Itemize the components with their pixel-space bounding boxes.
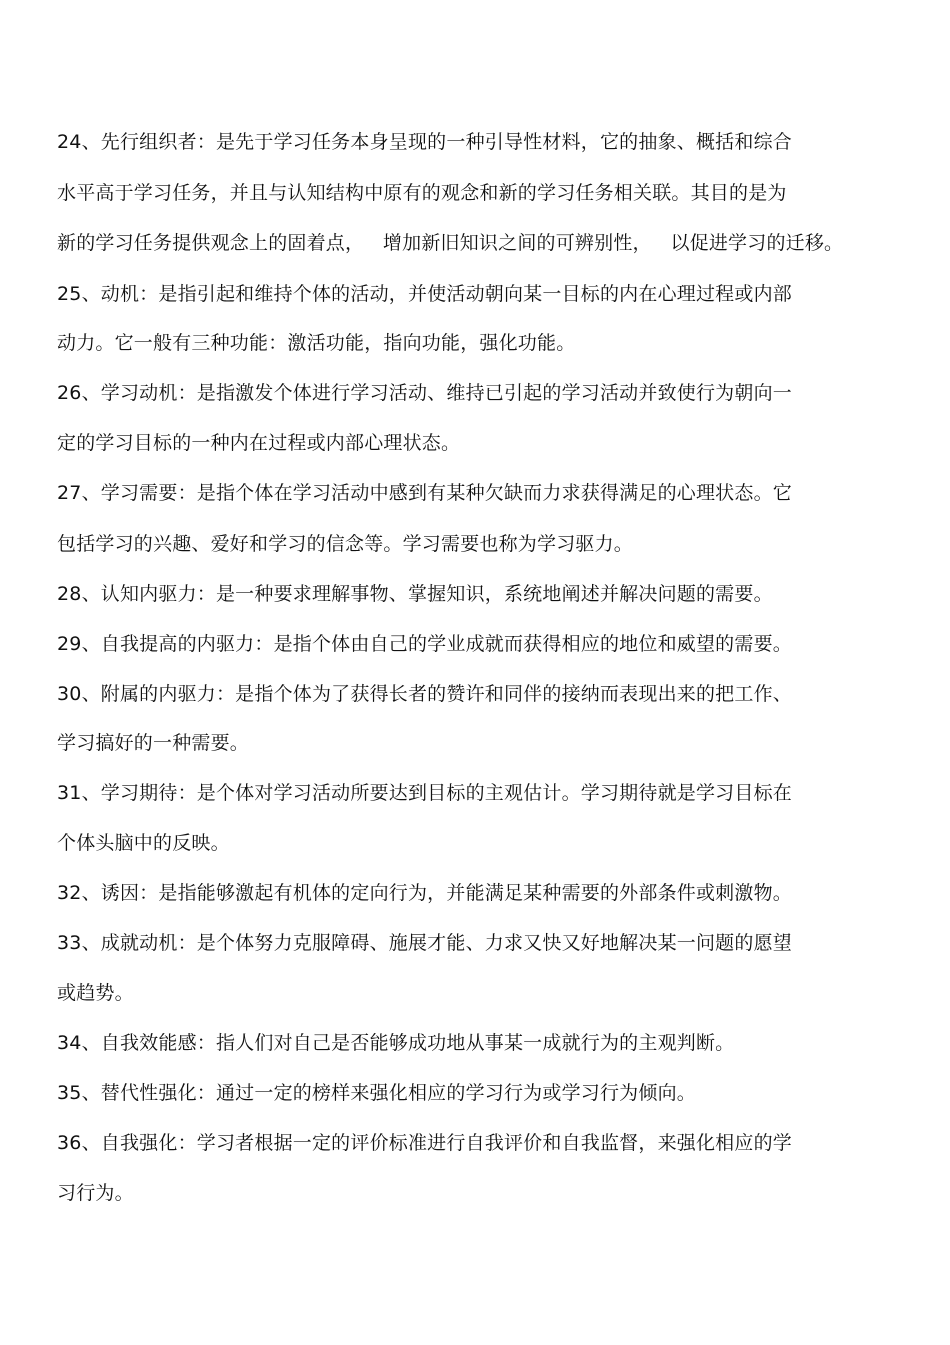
text-line: 35、替代性强化：通过一定的榜样来强化相应的学习行为或学习行为倾向。 [57, 1082, 696, 1104]
text-line: 33、成就动机：是个体努力克服障碍、施展才能、力求又快又好地解决某一问题的愿望 [57, 932, 792, 954]
text-line: 24、先行组织者：是先于学习任务本身呈现的一种引导性材料，它的抽象、概括和综合 [57, 131, 792, 153]
text-line: 30、附属的内驱力：是指个体为了获得长者的赞许和同伴的接纳而表现出来的把工作、 [57, 683, 792, 705]
text-line: 水平高于学习任务，并且与认知结构中原有的观念和新的学习任务相关联。其目的是为 [57, 182, 787, 204]
text-line: 31、学习期待：是个体对学习活动所要达到目标的主观估计。学习期待就是学习目标在 [57, 782, 792, 804]
text-line: 34、自我效能感：指人们对自己是否能够成功地从事某一成就行为的主观判断。 [57, 1032, 735, 1054]
text-line: 29、自我提高的内驱力：是指个体由自己的学业成就而获得相应的地位和威望的需要。 [57, 633, 792, 655]
text-line: 27、学习需要：是指个体在学习活动中感到有某种欠缺而力求获得满足的心理状态。它 [57, 482, 792, 504]
text-line: 定的学习目标的一种内在过程或内部心理状态。 [57, 432, 461, 454]
text-line: 动力。它一般有三种功能：激活功能，指向功能，强化功能。 [57, 332, 576, 354]
text-line: 包括学习的兴趣、爱好和学习的信念等。学习需要也称为学习驱力。 [57, 533, 634, 555]
text-line: 个体头脑中的反映。 [57, 832, 230, 854]
text-line: 学习搞好的一种需要。 [57, 732, 250, 754]
text-line: 习行为。 [57, 1182, 134, 1204]
text-line: 36、自我强化：学习者根据一定的评价标准进行自我评价和自我监督，来强化相应的学 [57, 1132, 792, 1154]
text-line: 或趋势。 [57, 982, 134, 1004]
text-line: 28、认知内驱力：是一种要求理解事物、掌握知识，系统地阐述并解决问题的需要。 [57, 583, 773, 605]
text-line: 新的学习任务提供观念上的固着点， 增加新旧知识之间的可辨别性， 以促进学习的迁移。 [57, 232, 844, 254]
text-line: 32、诱因：是指能够激起有机体的定向行为，并能满足某种需要的外部条件或刺激物。 [57, 882, 792, 904]
text-line: 25、动机：是指引起和维持个体的活动，并使活动朝向某一目标的内在心理过程或内部 [57, 283, 792, 305]
text-line: 26、学习动机：是指激发个体进行学习活动、维持已引起的学习活动并致使行为朝向一 [57, 382, 792, 404]
